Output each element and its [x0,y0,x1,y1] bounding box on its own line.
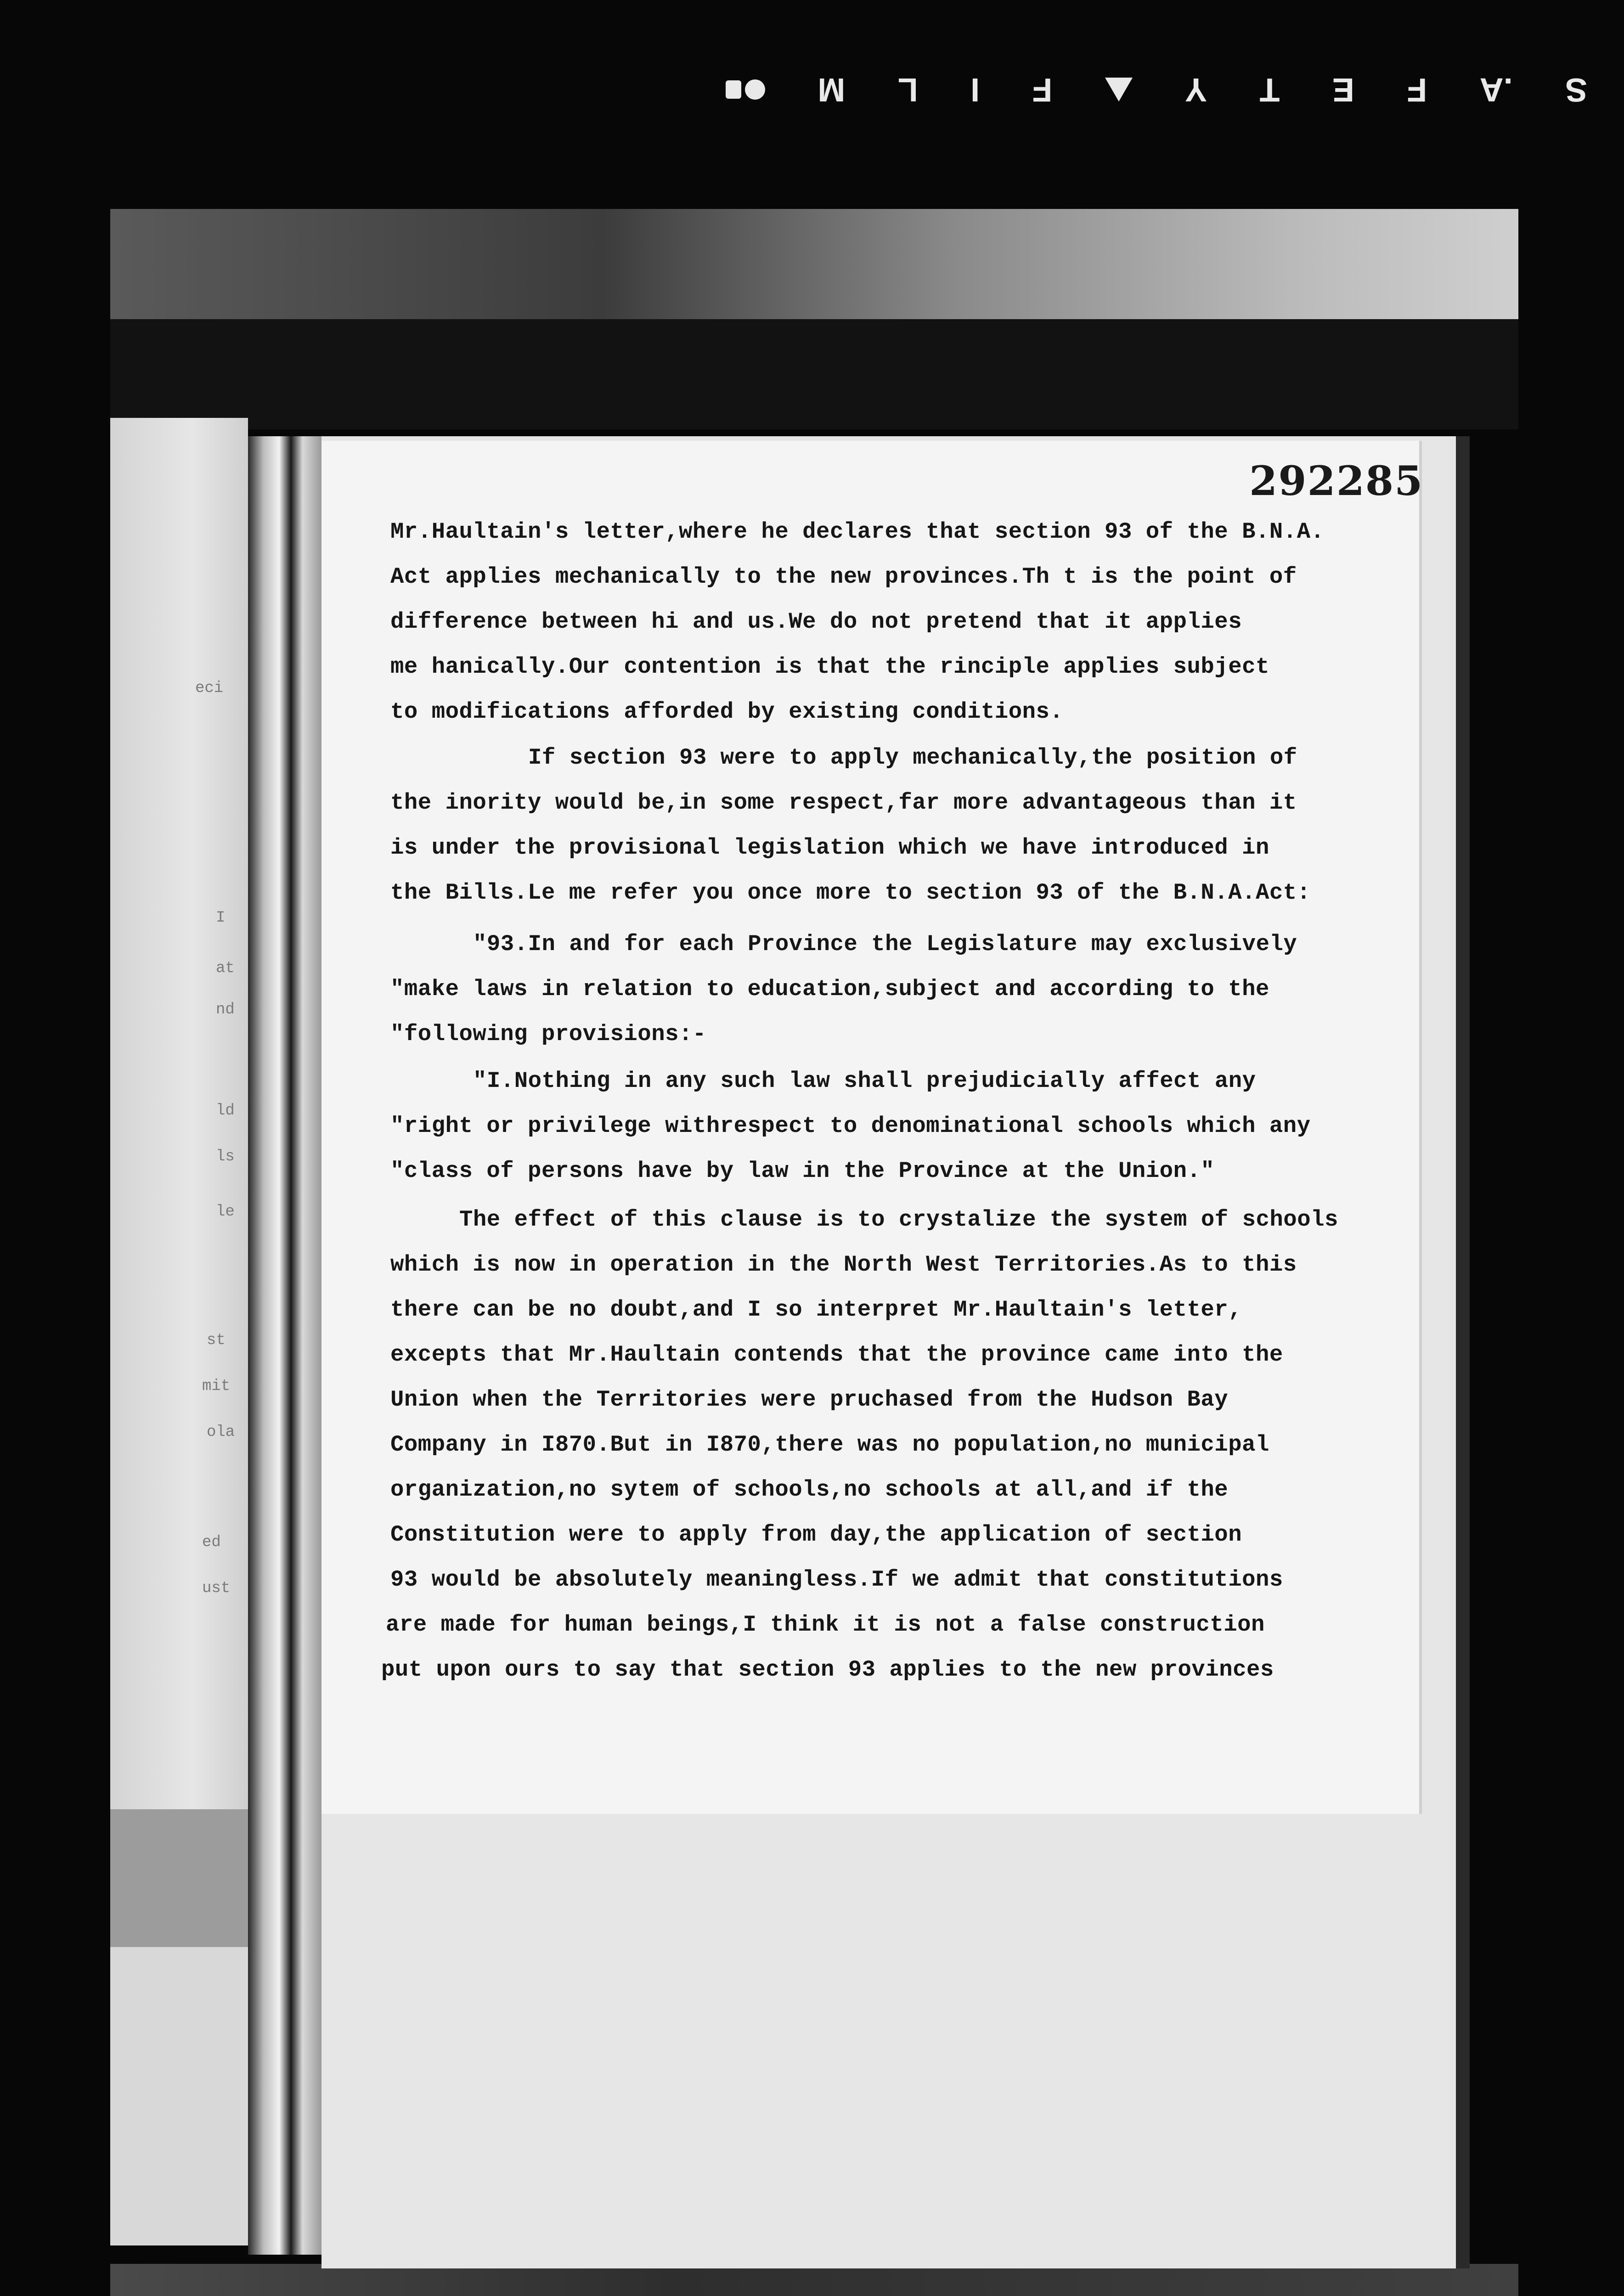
text-line: difference between hi and us.We do not pretend that it applies [390,609,1242,635]
film-brand-strip: S .A F E T Y F I L M [689,64,1624,115]
left-page-fragment: ld [216,1102,235,1120]
triangle-icon [1105,78,1133,101]
text-line: put upon ours to say that section 93 applies to the new provinces [381,1657,1274,1683]
text-line: Company in I870.But in I870,there was no population,no municipal [390,1432,1269,1458]
binding-gutter [248,436,326,2255]
left-page-fragment: le [216,1203,235,1221]
text-line: there can be no doubt,and I so interpret Mr.Haultain's letter, [390,1297,1242,1322]
text-line: which is now in operation in the North West Territories.As to this [390,1252,1297,1277]
quote-line: "make laws in relation to education,subject and according to the [390,976,1269,1002]
left-page-fragment: eci [195,680,224,697]
text-line: If section 93 were to apply mechanically,the position of [528,745,1297,771]
left-page-fragment: I [216,909,226,927]
film-dots-icon [726,79,765,100]
page-number: 292285 [1249,457,1424,505]
left-page-fragment: ed [202,1534,221,1551]
scanner-bed-top [110,209,1518,319]
text-line: are made for human beings,I think it is not a false construction [386,1612,1265,1638]
left-page-fragment: st [207,1332,226,1349]
quote-line: "right or privilege withrespect to denominational schools which any [390,1113,1311,1139]
scanner-bed-bottom [110,2264,1518,2296]
left-page-fragment: nd [216,1001,235,1019]
text-line: the Bills.Le me refer you once more to section 93 of the B.N.A.Act: [390,880,1311,906]
scanner-dark-band [110,319,1518,429]
text-line: Act applies mechanically to the new provinces.Th t is the point of [390,564,1297,590]
text-line: excepts that Mr.Haultain contends that the province came into the [390,1342,1283,1367]
quote-line: "following provisions:- [390,1021,706,1047]
left-page-fragment: mit [202,1378,231,1395]
adjacent-left-page [110,418,248,2245]
text-line: Mr.Haultain's letter,where he declares that section 93 of the B.N.A. [390,519,1325,545]
text-line: is under the provisional legislation which we have introduced in [390,835,1269,861]
left-page-fragment: ola [207,1424,235,1441]
text-line: me hanically.Our contention is that the rinciple applies subject [390,654,1269,680]
left-page-fragment: ls [216,1148,235,1165]
text-line: Union when the Territories were pruchased from the Hudson Bay [390,1387,1229,1412]
left-page-fragment: at [216,960,235,977]
quote-line: "class of persons have by law in the Province at the Union." [390,1158,1215,1184]
text-line: to modifications afforded by existing conditions. [390,699,1064,725]
text-line: The effect of this clause is to crystalize the system of schools [459,1207,1338,1232]
typed-page [321,441,1424,1814]
text-line: Constitution were to apply from day,the application of section [390,1522,1242,1548]
text-line: organization,no sytem of schools,no schools at all,and if the [390,1477,1229,1503]
quote-line: "93.In and for each Province the Legislature may exclusively [473,931,1297,957]
quote-line: "I.Nothing in any such law shall prejudicially affect any [473,1068,1256,1094]
text-line: 93 would be absolutely meaningless.If we admit that constitutions [390,1567,1283,1593]
left-page-fragment: ust [202,1580,231,1597]
text-line: the inority would be,in some respect,far more advantageous than it [390,790,1297,816]
